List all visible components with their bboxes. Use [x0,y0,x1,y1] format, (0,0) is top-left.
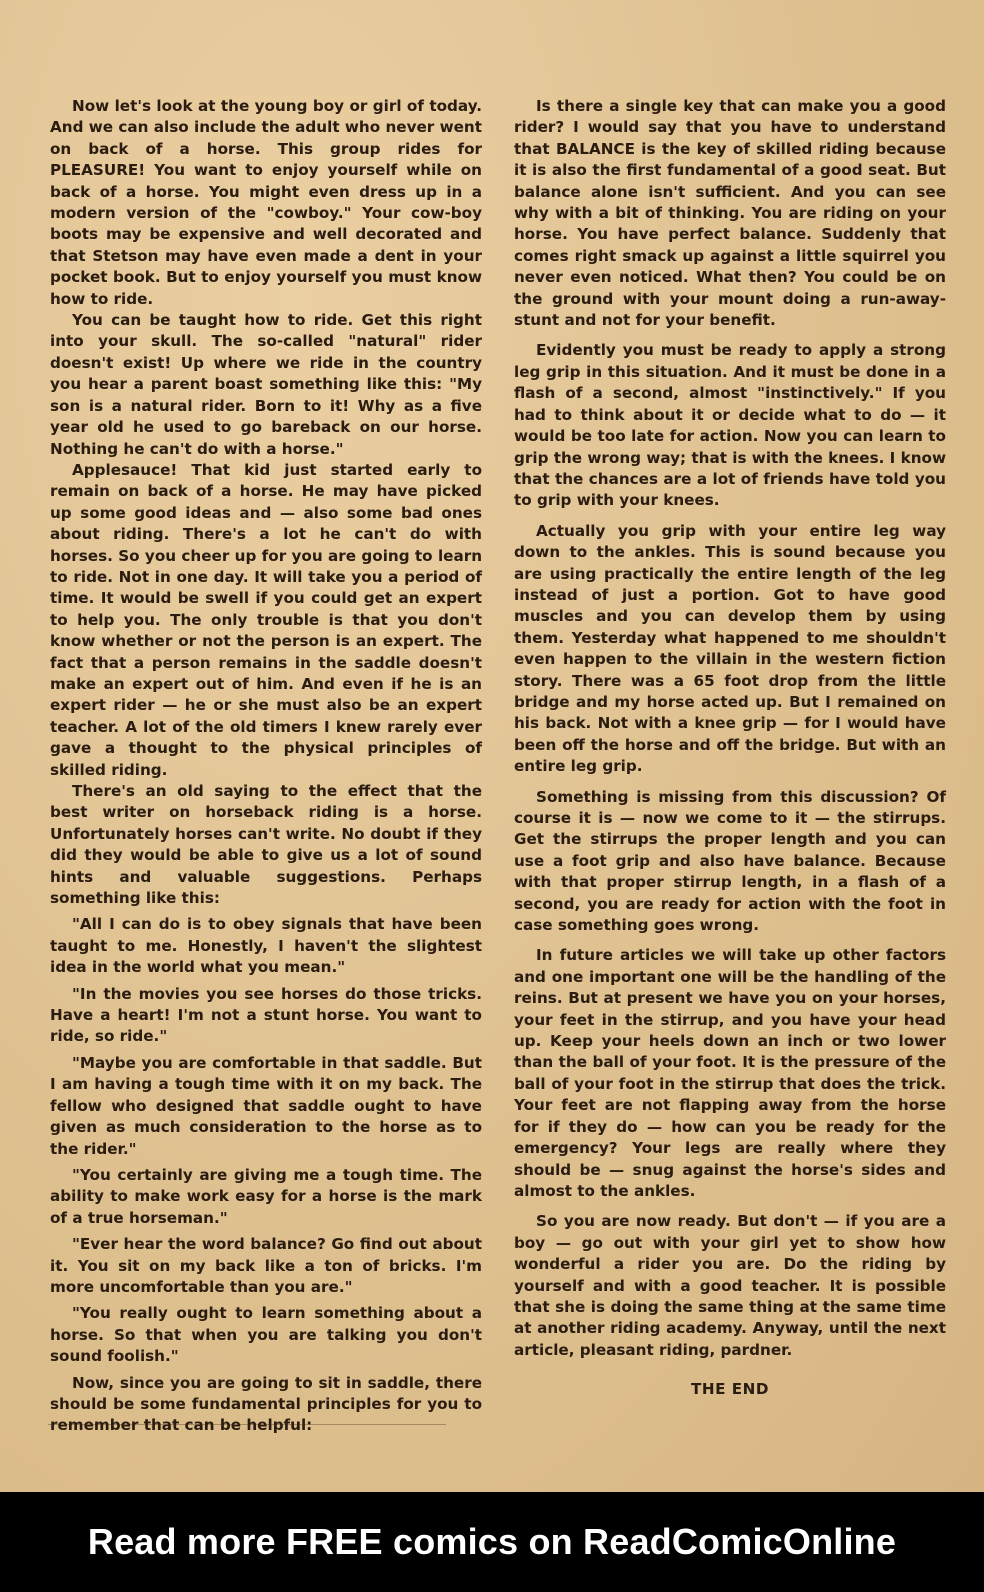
footer-banner-text[interactable]: Read more FREE comics on ReadComicOnline [87,1521,897,1562]
article-left-column [50,96,482,1437]
column-rule [48,1424,446,1425]
paragraph: Evidently you must be ready to apply a strong leg grip in this situation. And it must be done in a flash of a second, almost "instinctively." If you had to think about it or decide what to do — it would be too late for action. Now you can learn to grip the wrong way; that is with the knees. I know that the chances are a lot of friends have told you to grip with your knees. [514,341,946,510]
paragraph: Something is missing from this discussion? Of course it is — now we come to it — the stirrups. Get the stirrups the proper length and you can use a foot grip and also have balance. Because with that proper stirrup length, in a flash of a second, you are ready for action with the foot in case something goes wrong. [514,787,946,935]
paragraph: Applesauce! That kid just started early to remain on back of a horse. He may have picked up some good ideas and — also some bad ones about riding. There's a lot he can't do with horses. So you cheer up for you are going to learn to ride. Not in one day. It will take you a period of time. It would be swell if you could get an expert to help you. The only trouble is that you don't know whether or not the person is an expert. The fact that a person remains in the saddle doesn't make an expert out of him. And even if he is an expert rider — he or she must also be an expert teacher. A lot of the old timers I knew rarely ever gave a thought to the physical principles of skilled riding. [50,460,482,779]
footer-banner[interactable] [0,1492,984,1592]
paragraph: "All I can do is to obey signals that have been taught to me. Honestly, I haven't the slightest idea in the world what you mean." [50,915,482,977]
paragraph: "You really ought to learn something about a horse. So that when you are talking you don't sound foolish." [50,1304,482,1366]
paragraph: Now let's look at the young boy or girl of today. And we can also include the adult who never went on back of a horse. This group rides for PLEASURE! You want to enjoy yourself while on back of a horse. You might even dress up in a modern version of the "cowboy." Your cow-boy boots may be expensive and well decorated and that Stetson may have even made a dent in your pocket book. But to enjoy yourself you must know how to ride. [50,97,482,308]
paragraph: "In the movies you see horses do those tricks. Have a heart! I'm not a stunt horse. You want to ride, so ride." [50,984,482,1046]
the-end-label: THE END [691,1380,769,1399]
paragraph: So you are now ready. But don't — if you are a boy — go out with your girl yet to show how wonderful a rider you are. Do the riding by yourself and with a good teacher. It is possible that she is doing the same thing at the same time at another riding academy. Anyway, until the next article, pleasant riding, pardner. [514,1212,946,1359]
paragraph: There's an old saying to the effect that the best writer on horseback riding is a horse. Unfortunately horses can't write. No doubt if they did they would be able to give us a lot of sound hints and valuable suggestions. Perhaps something like this: [50,782,482,908]
paragraph: "Ever hear the word balance? Go find out about it. You sit on my back like a ton of bricks. I'm more uncomfortable than you are." [50,1235,482,1296]
paragraph: Now, since you are going to sit in saddle, there should be some fundamental principles for you to remember that can be helpful: [50,1373,482,1435]
paragraph: Is there a single key that can make you a good rider? I would say that you have to understand that BALANCE is the key of skilled riding because it is also the first fundamental of a good seat. But balance alone isn't sufficient. And you can see why with a bit of thinking. You are riding on your horse. You have perfect balance. Suddenly that comes right smack up against a little squirrel you never even noticed. What then? You could be on the ground with your mount doing a run-away-stunt and not for your benefit. [514,97,946,330]
paragraph: Actually you grip with your entire leg way down to the ankles. This is sound because you are using practically the entire length of the leg instead of just a portion. Got to have good muscles and you can develop them by using them. Yesterday what happened to me shouldn't even happen to the villain in the western fiction story. There was a 65 foot drop from the little bridge and my horse acted up. But I remained on his back. Not with a knee grip — for I would have been off the horse and off the bridge. But with an entire leg grip. [514,521,946,776]
article-right-column [514,96,946,1410]
paragraph: "You certainly are giving me a tough time. The ability to make work easy for a horse is the mark of a true horseman." [50,1165,482,1227]
paragraph: You can be taught how to ride. Get this right into your skull. The so-called "natural" rider doesn't exist! Up where we ride in the country you hear a parent boast something like this: "My son is a natural rider. Born to it! Why as a five year old he used to go bareback on our horse. Nothing he can't do with a horse." [50,311,482,458]
paragraph: In future articles we will take up other factors and one important one will be the handling of the reins. But at present we have you on your horses, your feet in the stirrup, and you have your head up. Keep your heels down an inch or two lower than the ball of your foot. It is the pressure of the ball of your foot in the stirrup that does the trick. Your feet are not flapping away from the horse for if they do — how can you be ready for the emergency? Your legs are really where they should be — snug against the horse's sides and almost to the ankles. [514,946,946,1200]
paragraph: "Maybe you are comfortable in that saddle. But I am having a tough time with it on my back. The fellow who designed that saddle ought to have given as much consideration to the horse as to the rider." [50,1053,482,1158]
